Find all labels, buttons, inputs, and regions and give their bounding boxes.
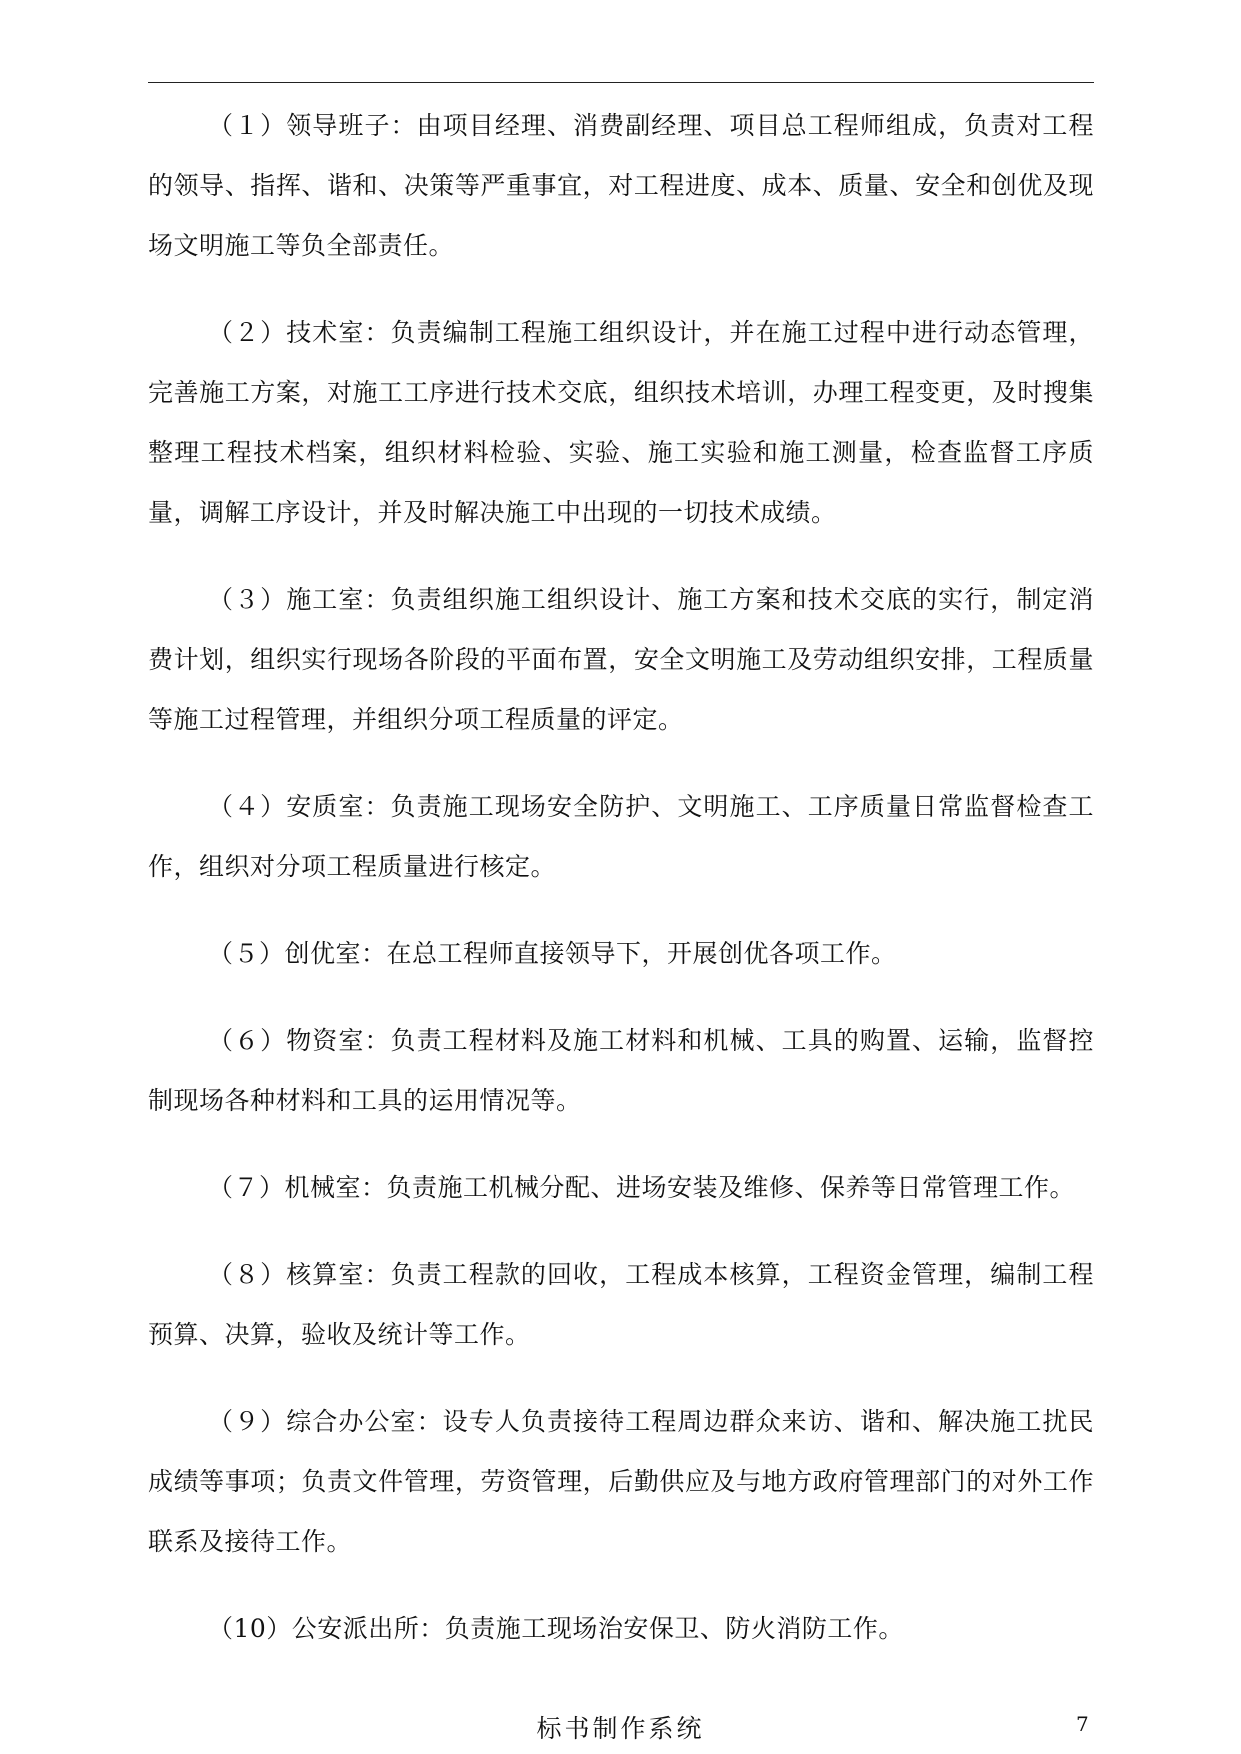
paragraph-quality-safety-office: （４）安质室：负责施工现场安全防护、文明施工、工序质量日常监督检查工作，组织对分项工程质量进行核定。 [148,792,1094,881]
document-body [148,96,1094,1659]
footer-title: 标书制作系统 [536,1714,705,1743]
paragraph-accounting-office: （８）核算室：负责工程款的回收，工程成本核算，工程资金管理，编制工程预算、决算，验收及统计等工作。 [148,1260,1094,1349]
paragraph-construction-office: （３）施工室：负责组织施工组织设计、施工方案和技术交底的实行，制定消费计划，组织实行现场各阶段的平面布置，安全文明施工及劳动组织安排，工程质量等施工过程管理，并组织分项工程质量的评定。 [148,585,1094,734]
paragraph-leadership: （１）领导班子：由项目经理、消费副经理、项目总工程师组成，负责对工程的领导、指挥、谐和、决策等严重事宜，对工程进度、成本、质量、安全和创优及现场文明施工等负全部责任。 [148,111,1094,260]
paragraph-excellence-office: （５）创优室：在总工程师直接领导下，开展创优各项工作。 [208,939,897,968]
paragraph-police-station: （10）公安派出所：负责施工现场治安保卫、防火消防工作。 [208,1614,904,1643]
paragraph-materials-office: （６）物资室：负责工程材料及施工材料和机械、工具的购置、运输，监督控制现场各种材料和工具的运用情况等。 [148,1026,1094,1115]
paragraph-machinery-office: （７）机械室：负责施工机械分配、进场安装及维修、保养等日常管理工作。 [208,1173,1076,1202]
page-number: 7 [1076,1712,1089,1736]
paragraph-general-office: （９）综合办公室：设专人负责接待工程周边群众来访、谐和、解决施工扰民成绩等事项；负责文件管理，劳资管理，后勤供应及与地方政府管理部门的对外工作联系及接待工作。 [148,1407,1094,1556]
header-rule [148,82,1094,83]
paragraph-technical-office: （２）技术室：负责编制工程施工组织设计，并在施工过程中进行动态管理，完善施工方案，对施工工序进行技术交底，组织技术培训，办理工程变更，及时搜集整理工程技术档案，组织材料检验、实验、施工实验和施工测量，检查监督工序质量，调解工序设计，并及时解决施工中出现的一切技术成绩。 [148,318,1094,527]
